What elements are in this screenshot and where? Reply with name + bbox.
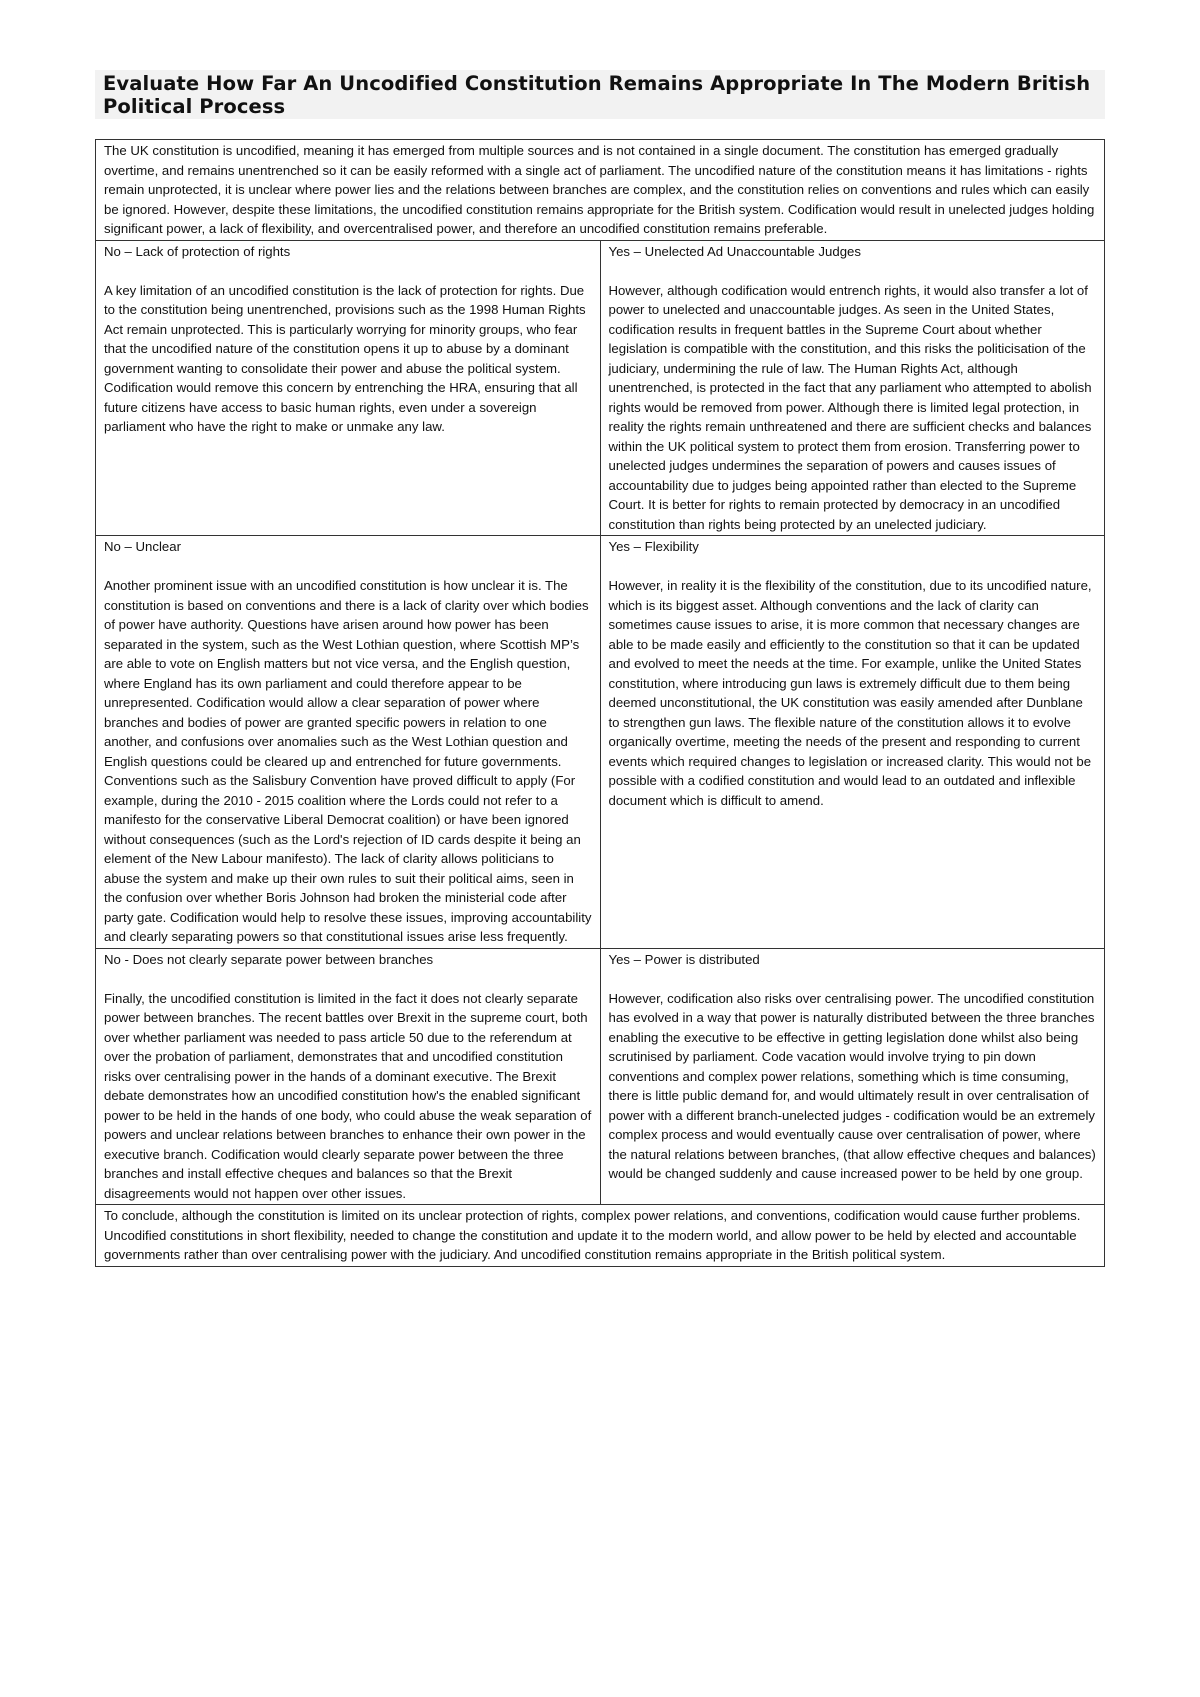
no-argument-cell xyxy=(96,240,601,536)
argument-row xyxy=(96,536,1105,949)
introduction-cell: The UK constitution is uncodified, meaning it has emerged from multiple sources and is not contained in a single document. The constitution has emerged gradually overtime, and remains unentrenched so it can be easily reformed with a single act of parliament. The uncodified nature of the constitution means it has limitations - rights remain unprotected, it is unclear where power lies and the relations between branches are complex, and the constitution relies on conventions and rules which can easily be ignored. However, despite these limitations, the uncodified constitution remains appropriate for the British system. Codification would result in unelected judges holding significant power, a lack of flexibility, and overcentralised power, and therefore an uncodified constitution remains preferable. xyxy=(96,140,1105,241)
yes-argument-body: However, in reality it is the flexibility of the constitution, due to its uncodified nature, which is its biggest asset. Although conventions and the lack of clarity can sometimes cause issues to arise, it is more common that necessary changes are able to be made easily and efficiently to the constitution so that it can be updated and evolved to meet the needs at the time. For example, unlike the United States constitution, where introducing gun laws is extremely difficult due to them being deemed unconstitutional, the UK constitution was easily amended after Dunblane to strengthen gun laws. The flexible nature of the constitution allows it to evolve organically overtime, meeting the needs of the present and responding to current events which required changes to legislation or increased clarity. This would not be possible with a codified constitution and would lead to an outdated and inflexible document which is difficult to amend. xyxy=(608,578,1092,808)
no-argument-heading: No – Unclear xyxy=(104,539,181,554)
yes-argument-body: However, codification also risks over centralising power. The uncodified constitution has evolved in a way that power is naturally distributed between the three branches enabling the executive to be effective in getting legislation done whilst also being scrutinised by parliament. Code vacation would involve trying to pin down conventions and complex power relations, something which is time consuming, there is little public demand for, and would ultimately result in over centralisation of power with a different branch-unelected judges - codification would be an extremely complex process and would eventually cause over centralisation of power, where the natural relations between branches, (that allow effective cheques and balances) would be changed suddenly and cause increased power to be held by one group. xyxy=(608,990,1096,1181)
conclusion-cell: To conclude, although the constitution is limited on its unclear protection of rights, complex power relations, and conventions, codification would cause further problems. Uncodified constitutions in short flexibility, needed to change the constitution and update it to the modern world, and allow power to be held by elected and accountable governments rather than over centralising power with the judiciary. And uncodified constitution remains appropriate in the British political system. xyxy=(96,1205,1105,1267)
yes-argument-heading: Yes – Unelected Ad Unaccountable Judges xyxy=(608,243,861,259)
no-argument-body: Another prominent issue with an uncodified constitution is how unclear it is. The constitution is based on conventions and there is a lack of clarity over which bodies of power have authority. Questions have arisen around how power has been separated in the system, such as the West Lothian question, where Scottish MP’s are able to vote on English matters but not vice versa, and the English question, where England has its own parliament and could therefore appear to be unrepresented. Codification would allow a clear separation of power where branches and bodies of power are granted specific powers in relation to one another, and confusions over anomalies such as the West Lothian question and English questions could be cleared up and entrenched for future governments. Conventions such as the Salisbury Convention have proved difficult to apply (For example, during the 2010 - 2015 coalition where the Lords could not refer to a manifesto for the conservative Liberal Democrat coalition) or have been ignored without consequences (such as the Lord's rejection of ID cards despite it being an element of the New Labour manifesto). The lack of clarity allows politicians to abuse the system and make up their own rules to suit their political aims, seen in the confusion over whether Boris Johnson had broken the ministerial code after party gate. Codification would help to resolve these issues, improving accountability and clearly separating powers so that constitutional issues arise less frequently. xyxy=(104,578,592,944)
no-argument-cell xyxy=(96,948,601,1205)
introduction-row xyxy=(96,140,1105,241)
document-title: Evaluate How Far An Uncodified Constitution Remains Appropriate In The Modern British Political Process xyxy=(95,70,1105,119)
argument-row xyxy=(96,948,1105,1205)
essay-table xyxy=(95,139,1105,1267)
yes-argument-cell xyxy=(600,948,1105,1205)
yes-argument-cell xyxy=(600,536,1105,949)
no-argument-cell xyxy=(96,536,601,949)
no-argument-heading: No – Lack of protection of rights xyxy=(104,243,291,259)
yes-argument-heading: Yes – Power is distributed xyxy=(608,951,760,967)
argument-row xyxy=(96,240,1105,536)
document-page xyxy=(95,70,1105,1267)
yes-argument-cell xyxy=(600,240,1105,536)
no-argument-body: Finally, the uncodified constitution is limited in the fact it does not clearly separate power between branches. The recent battles over Brexit in the supreme court, both over whether parliament was needed to pass article 50 due to the referendum at over the probation of parliament, demonstrates that and uncodified constitution risks over centralising power in the hands of a dominant executive. The Brexit debate demonstrates how an uncodified constitution how's the enabled significant power to be held in the hands of one body, who could abuse the weak separation of powers and unclear relations between branches to enhance their own power in the executive branch. Codification would clearly separate power between the three branches and install effective cheques and balances so that the Brexit disagreements would not happen over other issues. xyxy=(104,990,592,1201)
conclusion-row xyxy=(96,1205,1105,1267)
no-argument-heading: No - Does not clearly separate power between branches xyxy=(104,951,434,967)
yes-argument-body: However, although codification would entrench rights, it would also transfer a lot of power to unelected and unaccountable judges. As seen in the United States, codification results in frequent battles in the Supreme Court about whether legislation is compatible with the constitution, and this risks the politicisation of the judiciary, undermining the rule of law. The Human Rights Act, although unentrenched, is protected in the fact that any parliament who attempted to abolish rights would be removed from power. Although there is limited legal protection, in reality the rights remain unthreatened and there are sufficient checks and balances within the UK political system to protect them from erosion. Transferring power to unelected judges undermines the separation of powers and causes issues of accountability due to judges being appointed rather than elected to the Supreme Court. It is better for rights to remain protected by democracy in an uncodified constitution than rights being protected by an unelected judiciary. xyxy=(608,282,1092,532)
yes-argument-heading: Yes – Flexibility xyxy=(608,539,699,554)
no-argument-body: A key limitation of an uncodified constitution is the lack of protection for rights. Due to the constitution being unentrenched, provisions such as the 1998 Human Rights Act remain unprotected. This is particularly worrying for minority groups, who fear that the uncodified nature of the constitution opens it up to abuse by a dominant government wanting to consolidate their power and abuse the political system. Codification would remove this concern by entrenching the HRA, ensuring that all future citizens have access to basic human rights, even under a sovereign parliament who have the right to make or unmake any law. xyxy=(104,282,586,434)
